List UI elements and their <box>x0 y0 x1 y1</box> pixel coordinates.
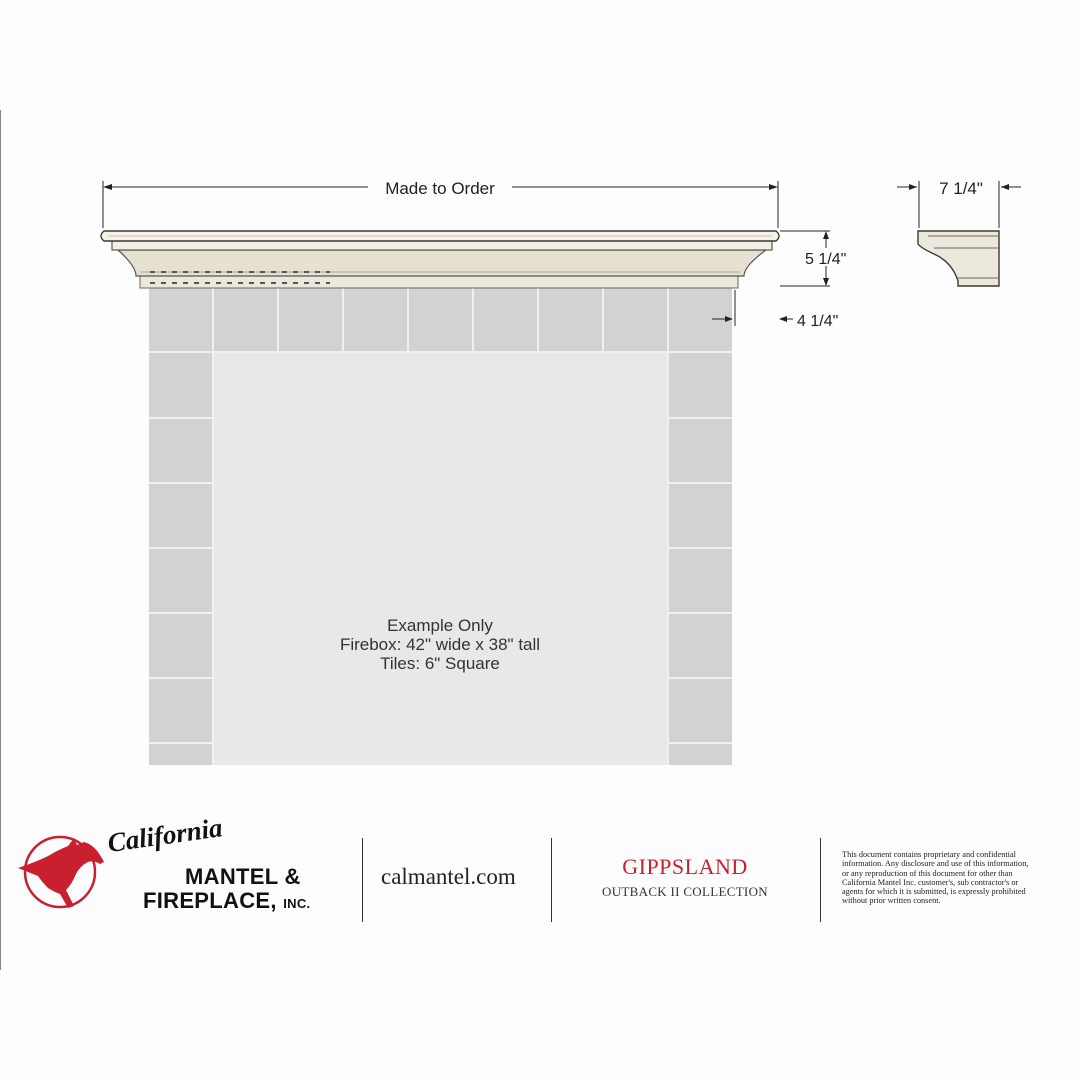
website-link[interactable]: calmantel.com <box>381 864 516 889</box>
note-line: Tiles: 6" Square <box>380 654 500 673</box>
logo-mantel-text: MANTEL & <box>185 864 301 889</box>
tile <box>669 614 732 677</box>
tile <box>149 419 212 482</box>
tile <box>149 744 212 765</box>
legal-line: information. Any disclosure and use of this information, <box>842 859 1029 869</box>
collection-name: OUTBACK II COLLECTION <box>602 884 768 899</box>
tile <box>474 287 537 351</box>
tile <box>214 287 277 351</box>
tile <box>409 287 472 351</box>
firebox-opening <box>214 353 667 765</box>
footer-divider <box>551 838 552 922</box>
tile <box>669 484 732 547</box>
tile <box>149 549 212 612</box>
tile <box>604 287 667 351</box>
legal-line: or any reproduction of this document for other than <box>842 868 1013 878</box>
tile <box>279 287 342 351</box>
tile <box>669 679 732 742</box>
legal-notice <box>842 850 1067 906</box>
mantel-shelf <box>101 231 779 288</box>
tile <box>149 287 212 351</box>
tile <box>669 353 732 417</box>
height-dimension-label: 5 1/4" <box>805 251 847 268</box>
tile <box>149 353 212 417</box>
legal-line: This document contains proprietary and confidential <box>842 850 1016 859</box>
footer-divider <box>820 838 821 922</box>
tile <box>669 744 732 765</box>
tile <box>149 679 212 742</box>
tile <box>539 287 602 351</box>
logo-fireplace-word: FIREPLACE, <box>143 888 277 913</box>
tile <box>149 614 212 677</box>
return-dimension-label: 4 1/4" <box>797 313 839 330</box>
product-name: GIPPSLAND <box>622 854 748 879</box>
tile <box>669 419 732 482</box>
tile <box>344 287 407 351</box>
note-line: Example Only <box>387 616 493 635</box>
tile <box>149 484 212 547</box>
example-note <box>300 616 580 673</box>
logo-fireplace-text <box>143 888 310 914</box>
logo-inc-text: INC. <box>283 896 311 911</box>
length-dimension-label: Made to Order <box>385 179 495 198</box>
logo-script-text: California <box>105 812 225 859</box>
depth-dimension-label: 7 1/4" <box>939 179 983 198</box>
legal-line: without prior written consent. <box>842 896 941 906</box>
footer-divider <box>362 838 363 922</box>
note-line: Firebox: 42" wide x 38" tall <box>339 635 541 654</box>
legal-line: agents for which it is submitted, is expressly prohibited <box>842 887 1026 897</box>
kangaroo-logo-icon <box>14 832 114 914</box>
tile <box>669 549 732 612</box>
legal-line: California Mantel Inc. customer's, sub contractor's or <box>842 877 1019 887</box>
